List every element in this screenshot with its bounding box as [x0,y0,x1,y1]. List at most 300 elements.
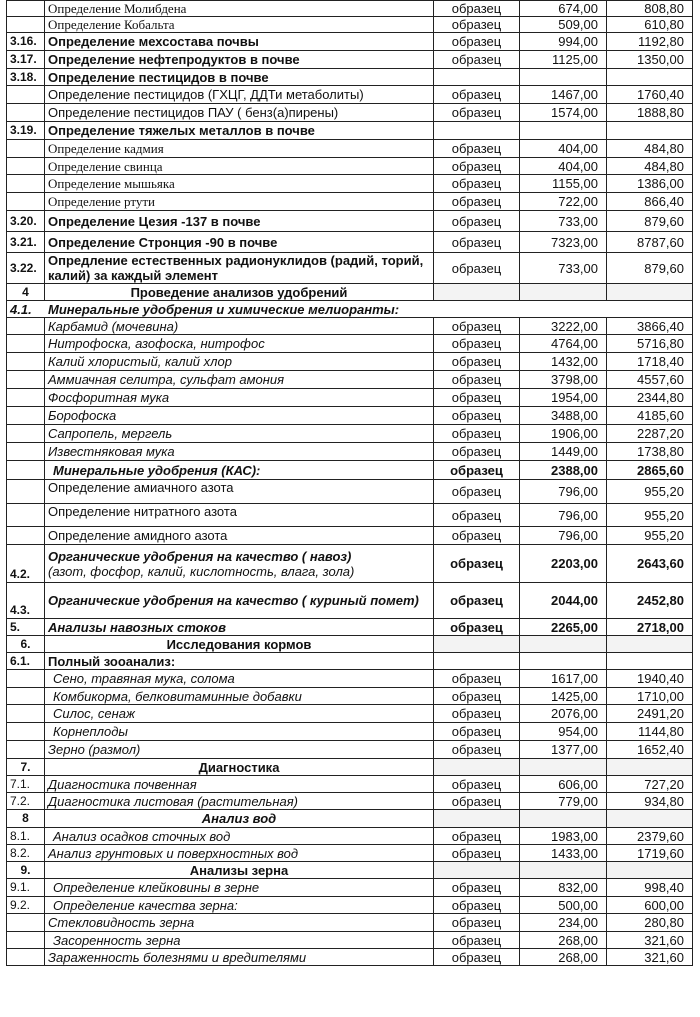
row-number [7,461,45,480]
row-title: Минеральные удобрения и химические мелиоранты: [48,301,400,317]
row-title: Комбикорма, белковитаминные добавки [45,688,434,705]
row-number: 8.1. [7,828,45,845]
row-title: Анализы зерна [45,862,434,879]
price-vat-cell: 879,60 [607,211,693,232]
row-number: 3.17. [7,51,45,69]
row-title: Диагностика почвенная [45,776,434,793]
table-row [7,104,693,122]
price-cell: 404,00 [520,140,607,158]
row-number: 3.18. [7,69,45,86]
price-vat-cell: 1350,00 [607,51,693,69]
table-row [7,232,693,253]
price-cell: 268,00 [520,949,607,966]
price-cell: 500,00 [520,897,607,914]
row-number: 3.20. [7,211,45,232]
row-number [7,705,45,723]
price-cell: 2203,00 [520,545,607,583]
row-number [7,527,45,545]
unit-cell: образец [434,335,520,353]
price-cell: 722,00 [520,193,607,211]
price-cell: 234,00 [520,914,607,932]
row-title: Определение амидного азота [45,527,434,545]
price-cell: 733,00 [520,211,607,232]
table-row [7,705,693,723]
price-vat-cell: 1144,80 [607,723,693,741]
unit-cell: образец [434,776,520,793]
unit-cell: образец [434,175,520,193]
unit-cell: образец [434,425,520,443]
table-row [7,318,693,335]
table-row [7,545,693,583]
price-vat-cell: 879,60 [607,253,693,284]
unit-cell: образец [434,86,520,104]
row-number [7,480,45,504]
row-title: Засоренность зерна [45,932,434,949]
row-title: Борофоска [45,407,434,425]
unit-cell: образец [434,1,520,17]
price-cell: 1449,00 [520,443,607,461]
row-title: Диагностика листовая (растительная) [45,793,434,810]
table-row [7,741,693,759]
table-row [7,86,693,104]
row-number [7,86,45,104]
price-cell: 606,00 [520,776,607,793]
table-row [7,140,693,158]
price-cell [520,284,607,301]
price-vat-cell: 484,80 [607,140,693,158]
row-number: 3.16. [7,33,45,51]
row-title: Сено, травяная мука, солома [45,670,434,688]
row-number [7,158,45,175]
price-vat-cell: 321,60 [607,949,693,966]
unit-cell: образец [434,932,520,949]
row-number: 4 [7,284,45,301]
row-title: Исследования кормов [45,636,434,653]
price-cell [520,759,607,776]
unit-cell [434,653,520,670]
row-title: Определение пестицидов (ГХЦГ, ДДТи метаболиты) [45,86,434,104]
row-title: Анализы навозных стоков [45,619,434,636]
row-number: 9.2. [7,897,45,914]
row-title: Корнеплоды [45,723,434,741]
price-cell [520,810,607,828]
unit-cell: образец [434,389,520,407]
price-cell [520,653,607,670]
row-number [7,407,45,425]
table-row [7,619,693,636]
price-cell: 4764,00 [520,335,607,353]
row-number: 8 [7,810,45,828]
price-table [6,0,693,966]
price-vat-cell: 1760,40 [607,86,693,104]
unit-cell: образец [434,504,520,527]
price-vat-cell: 2379,60 [607,828,693,845]
table-row [7,51,693,69]
row-number: 3.21. [7,232,45,253]
row-title: Анализ осадков сточных вод [45,828,434,845]
price-vat-cell: 2452,80 [607,583,693,619]
table-row [7,407,693,425]
price-cell: 779,00 [520,793,607,810]
row-number [7,443,45,461]
price-list-sheet [6,0,692,966]
row-title: Зараженность болезнями и вредителями [45,949,434,966]
unit-cell [434,284,520,301]
row-number [7,335,45,353]
table-row [7,193,693,211]
row-title: Определение качества зерна: [45,897,434,914]
table-row [7,504,693,527]
row-number [7,193,45,211]
unit-cell: образец [434,211,520,232]
unit-cell [434,759,520,776]
table-row [7,670,693,688]
row-subtitle: (азот, фосфор, калий, кислотность, влага, зола) [48,563,355,579]
price-vat-cell: 321,60 [607,932,693,949]
unit-cell: образец [434,232,520,253]
price-cell: 1433,00 [520,845,607,862]
price-vat-cell: 1940,40 [607,670,693,688]
price-vat-cell [607,862,693,879]
price-cell [520,69,607,86]
row-title: Определение тяжелых металлов в почве [45,122,434,140]
price-cell: 1425,00 [520,688,607,705]
table-row [7,862,693,879]
price-cell: 404,00 [520,158,607,175]
price-vat-cell: 1192,80 [607,33,693,51]
row-title: Калий хлористый, калий хлор [45,353,434,371]
price-vat-cell: 484,80 [607,158,693,175]
price-vat-cell: 600,00 [607,897,693,914]
row-number: 5. [7,619,45,636]
unit-cell: образец [434,104,520,122]
price-vat-cell: 1652,40 [607,741,693,759]
row-title: Определение свинца [45,158,434,175]
price-vat-cell: 4185,60 [607,407,693,425]
unit-cell: образец [434,158,520,175]
price-vat-cell: 998,40 [607,879,693,897]
price-cell: 994,00 [520,33,607,51]
price-vat-cell [607,122,693,140]
table-row [7,353,693,371]
table-row [7,175,693,193]
unit-cell: образец [434,193,520,211]
row-number [7,932,45,949]
row-title: Фосфоритная мука [45,389,434,407]
unit-cell: образец [434,407,520,425]
price-vat-cell: 1386,00 [607,175,693,193]
unit-cell [434,862,520,879]
table-row [7,253,693,284]
table-row [7,284,693,301]
price-vat-cell: 610,80 [607,17,693,33]
table-row [7,653,693,670]
table-row [7,810,693,828]
table-row [7,879,693,897]
unit-cell: образец [434,741,520,759]
row-title [45,545,434,583]
table-row [7,389,693,407]
price-cell: 954,00 [520,723,607,741]
table-row [7,776,693,793]
row-number: 3.19. [7,122,45,140]
price-cell: 3222,00 [520,318,607,335]
table-row [7,897,693,914]
price-cell: 509,00 [520,17,607,33]
row-title: Определение амиачного азота [45,480,434,504]
unit-cell: образец [434,443,520,461]
row-number: 4.3. [7,583,45,619]
unit-cell: образец [434,527,520,545]
price-cell: 1467,00 [520,86,607,104]
row-number [7,318,45,335]
table-row [7,335,693,353]
price-cell: 2044,00 [520,583,607,619]
price-cell: 796,00 [520,504,607,527]
unit-cell: образец [434,670,520,688]
unit-cell: образец [434,723,520,741]
price-cell: 1377,00 [520,741,607,759]
table-row [7,583,693,619]
price-cell: 1983,00 [520,828,607,845]
row-title: Определение мехсостава почвы [45,33,434,51]
row-title: Анализ грунтовых и поверхностных вод [45,845,434,862]
price-vat-cell: 8787,60 [607,232,693,253]
table-row [7,158,693,175]
unit-cell: образец [434,51,520,69]
price-cell: 1155,00 [520,175,607,193]
price-cell: 1954,00 [520,389,607,407]
row-title: Определение клейковины в зерне [45,879,434,897]
row-title: Диагностика [45,759,434,776]
table-row [7,69,693,86]
price-cell: 1125,00 [520,51,607,69]
row-number: 6. [7,636,45,653]
price-cell: 796,00 [520,480,607,504]
row-title: Определение пестицидов ПАУ ( бенз(а)пирены) [45,104,434,122]
unit-cell: образец [434,253,520,284]
row-number: 8.2. [7,845,45,862]
price-vat-cell [607,759,693,776]
price-vat-cell: 934,80 [607,793,693,810]
price-cell: 1906,00 [520,425,607,443]
price-vat-cell: 5716,80 [607,335,693,353]
row-number: 3.22. [7,253,45,284]
price-cell: 3488,00 [520,407,607,425]
unit-cell: образец [434,949,520,966]
unit-cell [434,122,520,140]
row-number [7,104,45,122]
table-row [7,371,693,389]
row-number: 9. [7,862,45,879]
price-vat-cell [607,69,693,86]
unit-cell: образец [434,705,520,723]
price-vat-cell: 2344,80 [607,389,693,407]
row-number [7,688,45,705]
price-vat-cell: 955,20 [607,480,693,504]
table-row [7,845,693,862]
price-vat-cell: 866,40 [607,193,693,211]
table-row [7,914,693,932]
table-row [7,759,693,776]
price-cell: 7323,00 [520,232,607,253]
unit-cell: образец [434,461,520,480]
price-cell: 1574,00 [520,104,607,122]
unit-cell: образец [434,793,520,810]
price-vat-cell [607,810,693,828]
price-cell: 1617,00 [520,670,607,688]
unit-cell: образец [434,914,520,932]
price-cell: 1432,00 [520,353,607,371]
table-row [7,33,693,51]
unit-cell: образец [434,353,520,371]
unit-cell: образец [434,688,520,705]
row-number [7,175,45,193]
price-vat-cell: 1710,00 [607,688,693,705]
row-title: Определение Кобальта [45,17,434,33]
row-title: Определение пестицидов в почве [45,69,434,86]
table-row [7,793,693,810]
row-title: Определение Цезия -137 в почве [45,211,434,232]
price-vat-cell: 808,80 [607,1,693,17]
row-number [7,723,45,741]
unit-cell: образец [434,545,520,583]
row-number [7,949,45,966]
table-row [7,1,693,17]
row-number [7,504,45,527]
row-title: Силос, сенаж [45,705,434,723]
table-row [7,949,693,966]
price-vat-cell [607,636,693,653]
price-vat-cell: 1738,80 [607,443,693,461]
unit-cell: образец [434,33,520,51]
row-number [7,670,45,688]
row-title: Органические удобрения на качество ( навоз) [48,548,352,564]
price-vat-cell: 2491,20 [607,705,693,723]
price-vat-cell: 955,20 [607,504,693,527]
unit-cell [434,636,520,653]
row-title: Сапропель, мергель [45,425,434,443]
row-title: Аммиачная селитра, сульфат амония [45,371,434,389]
unit-cell: образец [434,845,520,862]
price-cell: 674,00 [520,1,607,17]
row-number [7,353,45,371]
unit-cell: образец [434,480,520,504]
price-cell [520,122,607,140]
unit-cell: образец [434,318,520,335]
row-title: Полный зооанализ: [45,653,434,670]
unit-cell: образец [434,371,520,389]
unit-cell: образец [434,583,520,619]
price-vat-cell: 1888,80 [607,104,693,122]
unit-cell: образец [434,17,520,33]
price-vat-cell [607,653,693,670]
table-row [7,425,693,443]
price-vat-cell: 2865,60 [607,461,693,480]
price-vat-cell: 2643,60 [607,545,693,583]
row-number [7,389,45,407]
row-number: 4.2. [7,545,45,583]
price-vat-cell: 2287,20 [607,425,693,443]
row-number: 9.1. [7,879,45,897]
row-title: Опредление естественных радионуклидов (радий, торий, калий) за каждый элемент [45,253,434,284]
table-row [7,828,693,845]
unit-cell: образец [434,619,520,636]
unit-cell: образец [434,828,520,845]
row-number: 4.1. [10,301,32,317]
price-cell: 832,00 [520,879,607,897]
row-title: Определение кадмия [45,140,434,158]
table-row [7,301,693,318]
row-number: 7.2. [7,793,45,810]
table-row [7,636,693,653]
price-cell: 2076,00 [520,705,607,723]
row-number [7,1,45,17]
section-subtitle [7,301,693,318]
row-title: Определение нефтепродуктов в почве [45,51,434,69]
table-row [7,17,693,33]
price-cell: 2265,00 [520,619,607,636]
row-title: Нитрофоска, азофоска, нитрофос [45,335,434,353]
row-title: Карбамид (мочевина) [45,318,434,335]
row-title: Определение ртути [45,193,434,211]
row-title: Определение Стронция -90 в почве [45,232,434,253]
price-cell: 733,00 [520,253,607,284]
price-vat-cell: 4557,60 [607,371,693,389]
price-vat-cell [607,284,693,301]
table-row [7,480,693,504]
price-cell [520,636,607,653]
price-vat-cell: 1719,60 [607,845,693,862]
row-title: Зерно (размол) [45,741,434,759]
price-vat-cell: 727,20 [607,776,693,793]
unit-cell: образец [434,879,520,897]
table-row [7,443,693,461]
row-title: Анализ вод [45,810,434,828]
row-title: Стекловидность зерна [45,914,434,932]
row-title: Органические удобрения на качество ( куриный помет) [45,583,434,619]
unit-cell [434,69,520,86]
unit-cell: образец [434,140,520,158]
price-table-body [7,1,693,966]
price-vat-cell: 955,20 [607,527,693,545]
row-number: 7.1. [7,776,45,793]
price-cell: 796,00 [520,527,607,545]
price-vat-cell: 280,80 [607,914,693,932]
row-number: 6.1. [7,653,45,670]
price-vat-cell: 1718,40 [607,353,693,371]
row-number [7,371,45,389]
unit-cell: образец [434,897,520,914]
price-cell [520,862,607,879]
row-number [7,17,45,33]
price-cell: 2388,00 [520,461,607,480]
table-row [7,723,693,741]
row-number [7,741,45,759]
unit-cell [434,810,520,828]
price-vat-cell: 2718,00 [607,619,693,636]
row-title: Проведение анализов удобрений [45,284,434,301]
row-title: Определение нитратного азота [45,504,434,527]
price-vat-cell: 3866,40 [607,318,693,335]
price-cell: 3798,00 [520,371,607,389]
row-number [7,425,45,443]
price-cell: 268,00 [520,932,607,949]
row-title: Известняковая мука [45,443,434,461]
table-row [7,122,693,140]
table-row [7,932,693,949]
row-number [7,914,45,932]
